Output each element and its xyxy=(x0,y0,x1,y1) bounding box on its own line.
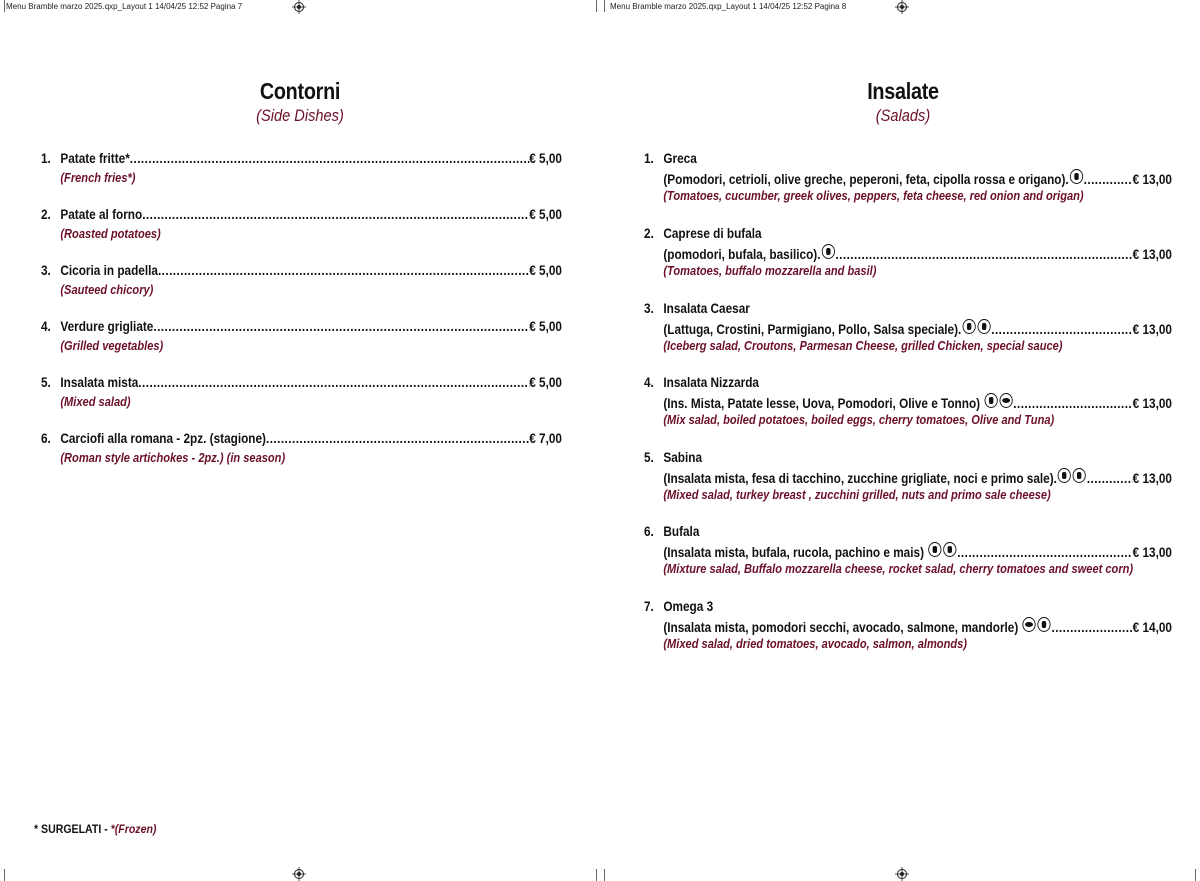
item-price: € 5,00 xyxy=(529,263,562,278)
item-translation: (Mixture salad, Buffalo mozzarella cheese, rocket salad, cherry tomatoes and sweet corn) xyxy=(663,562,1134,577)
gluten-icon xyxy=(928,542,941,557)
dairy-icon xyxy=(943,542,956,557)
crop-mark xyxy=(4,0,5,12)
item-name: Patate fritte* xyxy=(60,151,130,166)
dot-leader xyxy=(130,150,529,169)
item-price: € 14,00 xyxy=(1132,619,1172,635)
item-name: Bufala xyxy=(663,524,700,539)
fish-icon xyxy=(1022,617,1035,632)
item-name: Insalata Caesar xyxy=(663,301,750,316)
crop-mark xyxy=(604,869,605,881)
item-price: € 13,00 xyxy=(1132,171,1172,187)
item-number: 6. xyxy=(41,431,51,446)
item-price: € 13,00 xyxy=(1132,395,1172,411)
item-price: € 13,00 xyxy=(1132,246,1172,262)
item-description: (Insalata mista, pomodori secchi, avocado, salmone, mandorle) xyxy=(663,619,1019,635)
item-description: (Ins. Mista, Patate lesse, Uova, Pomodori, Olive e Tonno) xyxy=(663,395,981,411)
item-number: 1. xyxy=(41,151,51,166)
list-item xyxy=(644,449,1172,505)
footnote xyxy=(34,822,156,836)
list-item xyxy=(41,150,562,187)
item-description: (pomodori, bufala, basilico). xyxy=(663,246,821,262)
gluten-icon xyxy=(962,319,975,334)
item-name: Insalata Nizzarda xyxy=(663,375,759,390)
list-item xyxy=(644,225,1172,281)
list-item xyxy=(644,150,1172,206)
dairy-icon xyxy=(1070,169,1083,184)
list-item xyxy=(41,374,562,411)
item-name: Greca xyxy=(663,151,697,166)
dot-leader xyxy=(1084,171,1133,190)
item-translation: (Tomatoes, cucumber, greek olives, peppers, feta cheese, red onion and origan) xyxy=(663,189,1084,204)
item-translation: (Roman style artichokes - 2pz.) (in season) xyxy=(60,450,286,465)
crop-mark xyxy=(604,0,605,12)
item-number: 3. xyxy=(41,263,51,278)
dot-leader xyxy=(142,206,529,225)
contorni-title: Contorni xyxy=(259,78,341,104)
item-price: € 5,00 xyxy=(529,151,562,166)
item-number: 3. xyxy=(644,301,654,316)
dot-leader xyxy=(1051,619,1132,638)
item-description: (Pomodori, cetrioli, olive greche, peperoni, feta, cipolla rossa e origano). xyxy=(663,171,1069,187)
item-translation: (Mixed salad, turkey breast , zucchini grilled, nuts and primo sale cheese) xyxy=(663,488,1051,503)
egg-icon xyxy=(984,393,997,408)
item-name: Verdure grigliate xyxy=(60,319,154,334)
item-price: € 5,00 xyxy=(529,319,562,334)
dairy-icon xyxy=(821,244,834,259)
dot-leader xyxy=(1087,470,1133,489)
registration-mark-icon xyxy=(895,867,909,881)
item-translation: (Tomatoes, buffalo mozzarella and basil) xyxy=(663,264,877,279)
slug-left: Menu Bramble marzo 2025.qxp_Layout 1 14/04/25 12:52 Pagina 7 xyxy=(6,2,243,11)
item-translation: (French fries*) xyxy=(60,170,136,185)
list-item xyxy=(41,262,562,299)
nuts-icon xyxy=(1037,617,1050,632)
item-number: 1. xyxy=(644,151,654,166)
item-price: € 13,00 xyxy=(1132,321,1172,337)
item-name: Patate al forno xyxy=(60,207,143,222)
item-number: 4. xyxy=(41,319,51,334)
item-number: 2. xyxy=(41,207,51,222)
item-price: € 5,00 xyxy=(529,375,562,390)
footnote-label: * SURGELATI - xyxy=(34,822,111,836)
item-translation: (Sauteed chicory) xyxy=(60,282,154,297)
dairy-icon xyxy=(977,319,990,334)
crop-mark xyxy=(4,869,5,881)
item-number: 4. xyxy=(644,375,654,390)
item-description: (Lattuga, Crostini, Parmigiano, Pollo, Salsa speciale). xyxy=(663,321,962,337)
item-translation: (Iceberg salad, Croutons, Parmesan Cheese, grilled Chicken, special sauce) xyxy=(663,339,1063,354)
item-number: 7. xyxy=(644,599,654,614)
list-item xyxy=(644,300,1172,356)
list-item xyxy=(644,523,1172,579)
list-item xyxy=(41,318,562,355)
item-translation: (Mixed salad, dried tomatoes, avocado, salmon, almonds) xyxy=(663,637,967,652)
registration-mark-icon xyxy=(292,867,306,881)
crop-mark xyxy=(596,869,597,881)
item-number: 5. xyxy=(41,375,51,390)
contorni-subtitle: (Side Dishes) xyxy=(256,106,344,125)
dot-leader xyxy=(153,318,529,337)
crop-mark xyxy=(1195,869,1196,881)
crop-mark xyxy=(596,0,597,12)
item-translation: (Mixed salad) xyxy=(60,394,131,409)
item-price: € 13,00 xyxy=(1132,544,1172,560)
item-name: Cicoria in padella xyxy=(60,263,158,278)
item-price: € 13,00 xyxy=(1132,470,1172,486)
dot-leader xyxy=(266,430,529,449)
item-description: (Insalata mista, bufala, rucola, pachino e mais) xyxy=(663,544,924,560)
footnote-translation: *(Frozen) xyxy=(110,822,157,836)
fish-icon xyxy=(999,393,1012,408)
item-price: € 5,00 xyxy=(529,207,562,222)
list-item xyxy=(41,430,562,467)
item-name: Insalata mista xyxy=(60,375,139,390)
registration-mark-icon xyxy=(895,0,909,14)
insalate-subtitle: (Salads) xyxy=(875,106,931,125)
list-item xyxy=(644,374,1172,430)
item-translation: (Grilled vegetables) xyxy=(60,338,164,353)
nuts-icon xyxy=(1073,468,1086,483)
item-number: 6. xyxy=(644,524,654,539)
list-item xyxy=(644,598,1172,654)
slug-right: Menu Bramble marzo 2025.qxp_Layout 1 14/04/25 12:52 Pagina 8 xyxy=(610,2,847,11)
registration-mark-icon xyxy=(292,0,306,14)
item-name: Omega 3 xyxy=(663,599,714,614)
item-name: Caprese di bufala xyxy=(663,226,762,241)
item-number: 5. xyxy=(644,450,654,465)
item-translation: (Mix salad, boiled potatoes, boiled eggs, cherry tomatoes, Olive and Tuna) xyxy=(663,413,1055,428)
item-description: (Insalata mista, fesa di tacchino, zucchine grigliate, noci e primo sale). xyxy=(663,470,1057,486)
item-price: € 7,00 xyxy=(529,431,562,446)
insalate-title: Insalate xyxy=(867,78,939,104)
item-name: Sabina xyxy=(663,450,702,465)
item-number: 2. xyxy=(644,226,654,241)
dot-leader xyxy=(138,374,529,393)
list-item xyxy=(41,206,562,243)
dairy-icon xyxy=(1058,468,1071,483)
item-name: Carciofi alla romana - 2pz. (stagione) xyxy=(60,431,266,446)
dot-leader xyxy=(835,246,1132,265)
dot-leader xyxy=(158,262,529,281)
item-translation: (Roasted potatoes) xyxy=(60,226,161,241)
